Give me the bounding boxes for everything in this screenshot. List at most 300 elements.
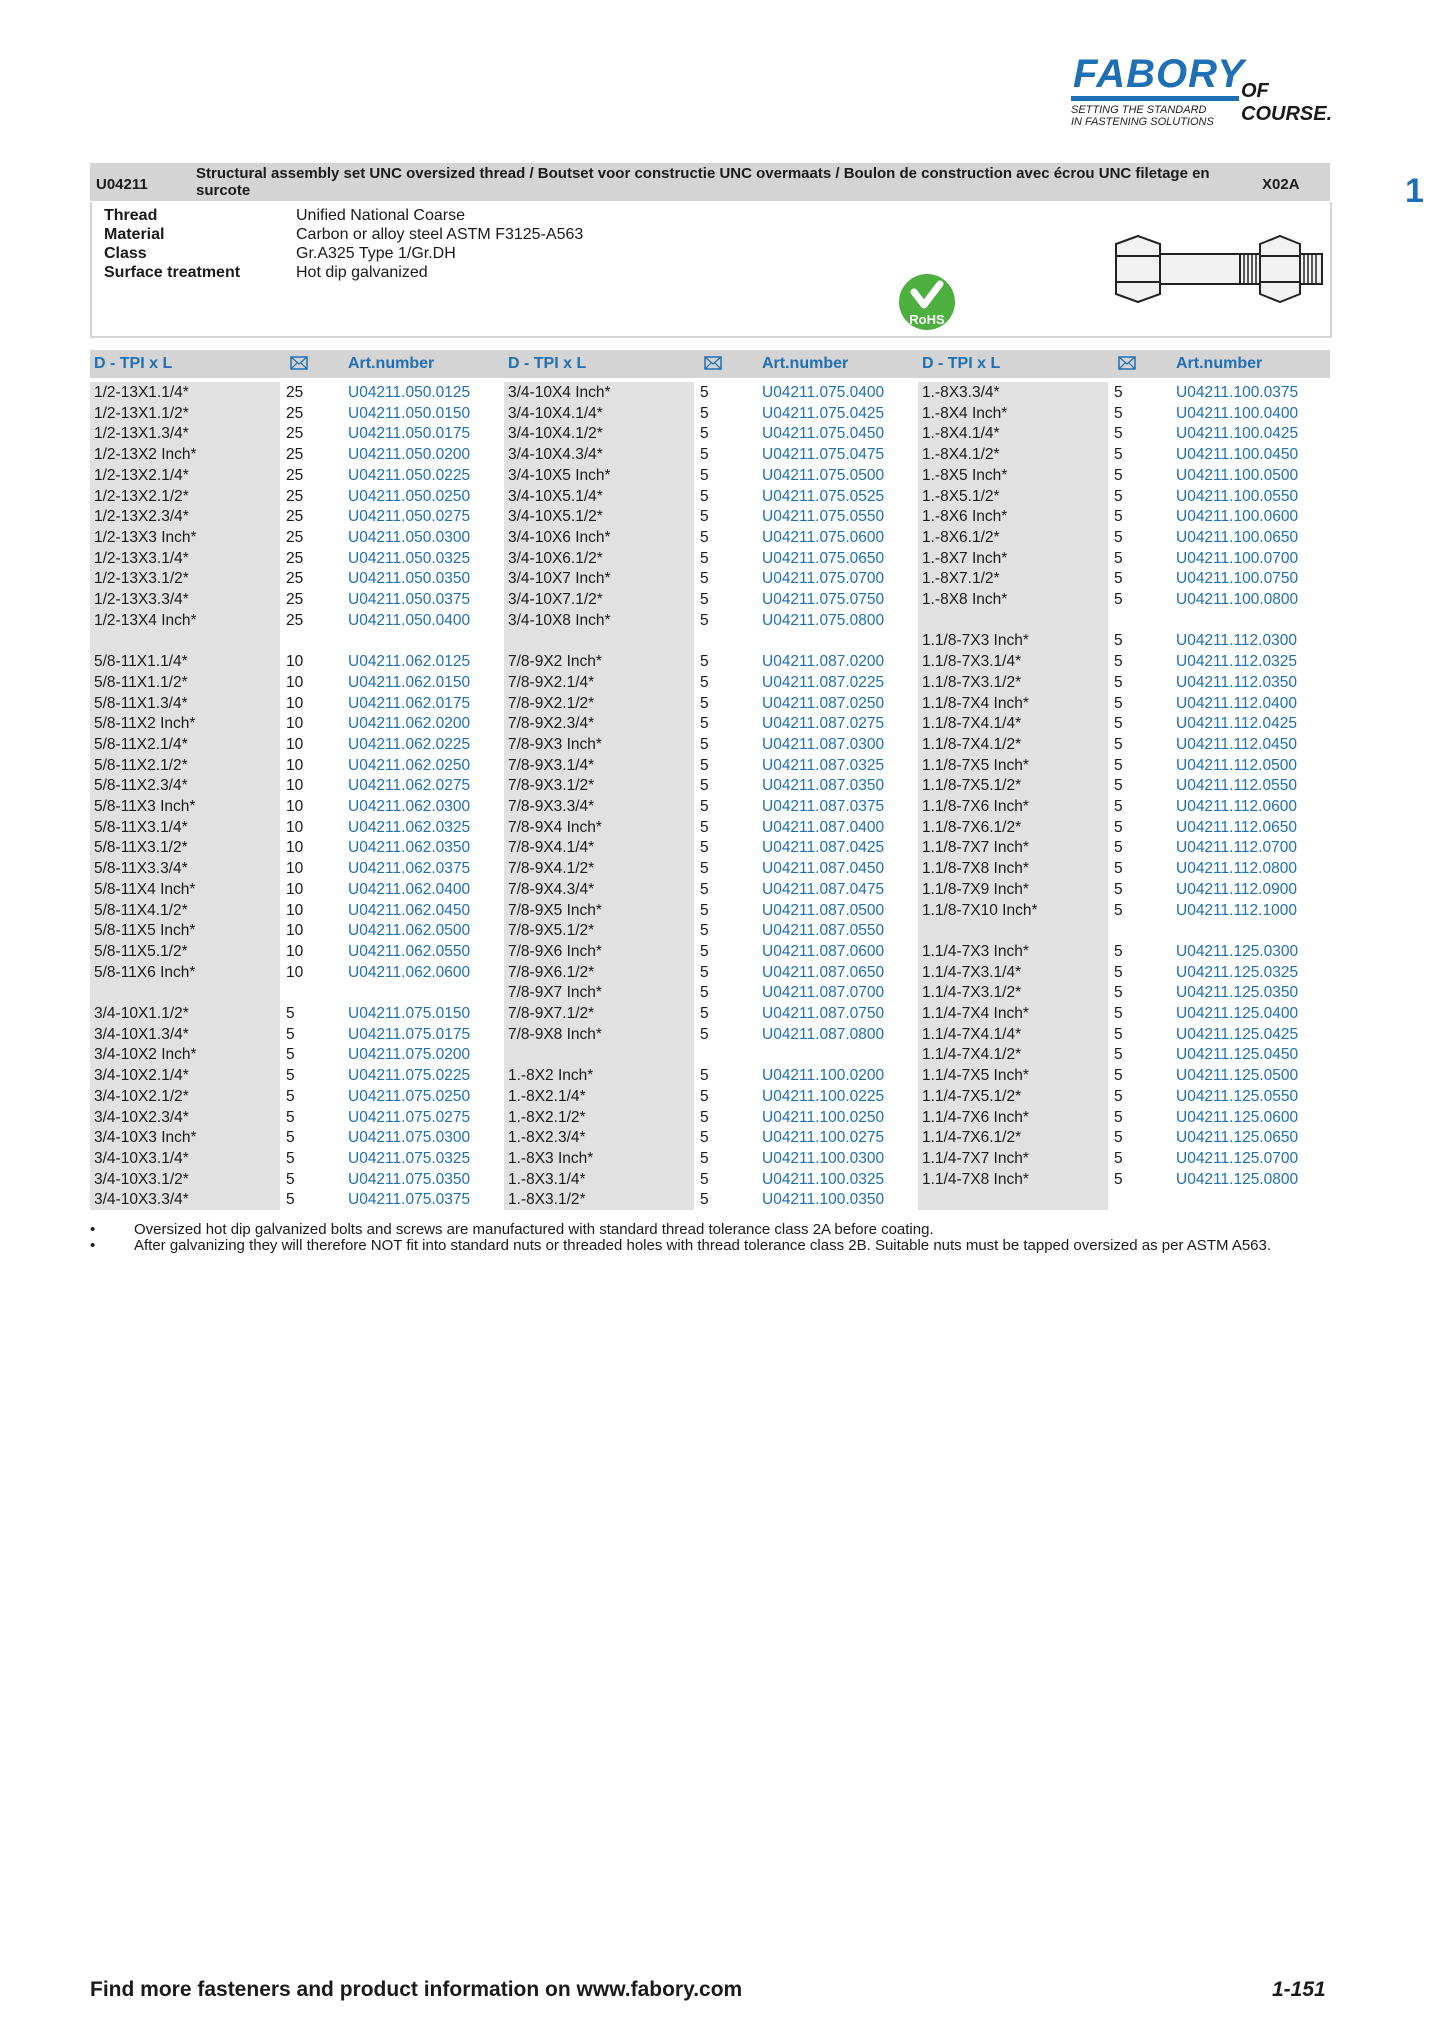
cell-pack: 5 xyxy=(700,963,709,981)
cell-pack: 5 xyxy=(700,1087,709,1105)
product-code: U04211 xyxy=(96,176,148,193)
product-ref: X02A xyxy=(1262,176,1300,193)
cell-size: 1.-8X4.1/2* xyxy=(922,446,1000,464)
cell-art-number[interactable]: U04211.125.0300 xyxy=(1176,942,1299,960)
cell-pack: 5 xyxy=(1114,384,1123,401)
cell-art-number[interactable]: U04211.062.0400 xyxy=(348,880,471,898)
cell-art-number[interactable]: U04211.125.0650 xyxy=(1176,1129,1299,1147)
cell-pack: 5 xyxy=(1114,735,1123,753)
cell-art-number[interactable]: U04211.100.0375 xyxy=(1176,384,1299,401)
product-title: Structural assembly set UNC oversized thread / Boutset voor constructie UNC overmaats / Boulon de construction avec écrou UNC filetage en surcote xyxy=(196,165,1210,199)
cell-pack: 10 xyxy=(286,963,304,981)
cell-art-number[interactable]: U04211.050.0375 xyxy=(348,591,471,608)
cell-size: 1.-8X2 Inch* xyxy=(508,1067,594,1085)
cell-size: 3/4-10X5.1/4* xyxy=(508,487,603,505)
cell-size: 3/4-10X5.1/2* xyxy=(508,508,603,526)
cell-art-number[interactable]: U04211.075.0800 xyxy=(762,611,885,629)
cell-size: 5/8-11X1.3/4* xyxy=(94,694,188,712)
cell-pack: 25 xyxy=(286,528,304,546)
cell-pack: 5 xyxy=(700,1191,709,1209)
cell-pack: 25 xyxy=(286,487,304,505)
cell-pack: 5 xyxy=(700,425,709,443)
cell-art-number[interactable]: U04211.125.0350 xyxy=(1176,984,1299,1002)
cell-size: 7/8-9X6 Inch* xyxy=(508,942,602,960)
cell-pack: 5 xyxy=(700,1005,709,1022)
cell-art-number[interactable]: U04211.062.0550 xyxy=(348,942,471,960)
cell-pack: 10 xyxy=(286,880,304,898)
cell-art-number[interactable]: U04211.100.0650 xyxy=(1176,528,1299,546)
cell-pack: 5 xyxy=(1114,1025,1123,1043)
cell-size: 1.1/8-7X10 Inch* xyxy=(922,901,1038,919)
cell-art-number[interactable]: U04211.100.0750 xyxy=(1176,570,1299,588)
cell-pack: 5 xyxy=(700,860,709,878)
notes xyxy=(90,1222,1330,1254)
cell-size: 7/8-9X7.1/2* xyxy=(508,1005,595,1022)
cell-art-number[interactable]: U04211.087.0650 xyxy=(762,963,885,981)
cell-art-number[interactable]: U04211.062.0375 xyxy=(348,860,471,878)
cell-art-number[interactable]: U04211.112.0800 xyxy=(1176,860,1297,878)
cell-pack: 5 xyxy=(700,508,709,526)
cell-pack: 5 xyxy=(700,528,709,546)
spec-value: Carbon or alloy steel ASTM F3125-A563 xyxy=(296,226,584,243)
cell-pack: 5 xyxy=(1114,653,1123,671)
cell-size: 3/4-10X3.1/2* xyxy=(94,1170,189,1188)
cell-size: 7/8-9X7 Inch* xyxy=(508,984,602,1002)
cell-art-number[interactable]: U04211.087.0550 xyxy=(762,922,885,940)
cell-size: 1.-8X5 Inch* xyxy=(922,466,1008,484)
cell-pack: 5 xyxy=(1114,1005,1123,1022)
cell-size: 1/2-13X2 Inch* xyxy=(94,446,197,464)
cell-size: 5/8-11X2.3/4* xyxy=(94,777,188,795)
cell-pack: 5 xyxy=(700,880,709,898)
brand-tagline-line2: IN FASTENING SOLUTIONS xyxy=(1071,116,1214,128)
cell-pack: 5 xyxy=(700,984,709,1002)
cell-art-number[interactable]: U04211.100.0700 xyxy=(1176,549,1299,567)
cell-size: 3/4-10X2.3/4* xyxy=(94,1108,189,1126)
cell-art-number[interactable]: U04211.075.0250 xyxy=(348,1087,471,1105)
cell-pack: 5 xyxy=(1114,880,1123,898)
cell-size: 1.-8X7.1/2* xyxy=(922,570,1000,588)
cell-size: 1.1/4-7X8 Inch* xyxy=(922,1170,1029,1188)
cell-size: 1/2-13X2.3/4* xyxy=(94,508,189,526)
cell-art-number[interactable]: U04211.125.0400 xyxy=(1176,1005,1299,1022)
cell-art-number[interactable]: U04211.050.0350 xyxy=(348,570,471,588)
cell-art-number[interactable]: U04211.075.0425 xyxy=(762,404,885,422)
spec-value: Hot dip galvanized xyxy=(296,264,428,281)
footer-text: Find more fasteners and product information on www.fabory.com xyxy=(90,1978,743,2001)
cell-size: 1/2-13X1.1/4* xyxy=(94,384,189,401)
cell-pack: 5 xyxy=(1114,528,1123,546)
cell-art-number[interactable]: U04211.050.0175 xyxy=(348,425,471,443)
cell-art-number[interactable]: U04211.075.0400 xyxy=(762,384,885,401)
cell-art-number[interactable]: U04211.112.0425 xyxy=(1176,715,1297,733)
spec-value: Gr.A325 Type 1/Gr.DH xyxy=(296,245,456,262)
cell-art-number[interactable]: U04211.075.0550 xyxy=(762,508,885,526)
cell-pack: 5 xyxy=(700,922,709,940)
cell-art-number[interactable]: U04211.075.0750 xyxy=(762,591,885,608)
cell-art-number[interactable]: U04211.087.0425 xyxy=(762,839,885,857)
column-header-art: Art.number xyxy=(1176,355,1263,372)
cell-size: 3/4-10X4.1/4* xyxy=(508,404,603,422)
cell-art-number[interactable]: U04211.075.0500 xyxy=(762,466,885,484)
cell-art-number[interactable]: U04211.125.0700 xyxy=(1176,1149,1299,1167)
cell-art-number[interactable]: U04211.075.0600 xyxy=(762,528,885,546)
cell-size: 7/8-9X5 Inch* xyxy=(508,901,602,919)
cell-pack: 5 xyxy=(1114,487,1123,505)
cell-size: 1/2-13X1.3/4* xyxy=(94,425,189,443)
cell-pack: 5 xyxy=(1114,466,1123,484)
cell-art-number[interactable]: U04211.112.0600 xyxy=(1176,798,1297,815)
cell-art-number[interactable]: U04211.112.0550 xyxy=(1176,777,1297,795)
cell-size: 7/8-9X5.1/2* xyxy=(508,922,595,940)
cell-art-number[interactable]: U04211.075.0175 xyxy=(348,1025,471,1043)
bullet-icon: • xyxy=(90,1237,96,1254)
cell-art-number[interactable]: U04211.112.0450 xyxy=(1176,735,1297,753)
cell-pack: 5 xyxy=(700,570,709,588)
cell-pack: 5 xyxy=(700,1129,709,1147)
cell-art-number[interactable]: U04211.087.0350 xyxy=(762,777,885,795)
cell-size: 1.-8X4.1/4* xyxy=(922,425,1000,443)
cell-size: 1.1/4-7X6 Inch* xyxy=(922,1108,1029,1126)
cell-size: 3/4-10X2 Inch* xyxy=(94,1046,197,1064)
cell-art-number[interactable]: U04211.087.0475 xyxy=(762,880,885,898)
cell-size: 7/8-9X3.1/4* xyxy=(508,756,595,774)
cell-size: 5/8-11X3 Inch* xyxy=(94,798,196,815)
cell-pack: 5 xyxy=(700,591,709,608)
cell-art-number[interactable]: U04211.125.0450 xyxy=(1176,1046,1299,1064)
cell-pack: 5 xyxy=(1114,1067,1123,1085)
cell-art-number[interactable]: U04211.087.0400 xyxy=(762,818,885,836)
cell-size: 3/4-10X3 Inch* xyxy=(94,1129,197,1147)
cell-art-number[interactable]: U04211.062.0250 xyxy=(348,756,471,774)
cell-art-number[interactable]: U04211.075.0325 xyxy=(348,1149,471,1167)
cell-art-number[interactable]: U04211.087.0300 xyxy=(762,735,885,753)
cell-size: 1.-8X5.1/2* xyxy=(922,487,1000,505)
cell-pack: 5 xyxy=(1114,839,1123,857)
cell-size: 7/8-9X2.3/4* xyxy=(508,715,595,733)
note-text: After galvanizing they will therefore NOT fit into standard nuts or threaded holes with thread tolerance class 2B. Suitable nuts must be tapped oversized as per ASTM A563. xyxy=(134,1237,1272,1254)
cell-pack: 5 xyxy=(1114,591,1123,608)
brand-name: FABORY xyxy=(1073,52,1245,96)
cell-pack: 25 xyxy=(286,549,304,567)
cell-art-number[interactable]: U04211.075.0300 xyxy=(348,1129,471,1147)
cell-size: 1.1/4-7X6.1/2* xyxy=(922,1129,1022,1147)
cell-size: 1.1/8-7X8 Inch* xyxy=(922,860,1029,878)
cell-art-number[interactable]: U04211.050.0150 xyxy=(348,404,471,422)
cell-art-number[interactable]: U04211.062.0350 xyxy=(348,839,471,857)
cell-size: 5/8-11X2 Inch* xyxy=(94,715,196,733)
cell-art-number[interactable]: U04211.100.0550 xyxy=(1176,487,1299,505)
cell-art-number[interactable]: U04211.125.0550 xyxy=(1176,1087,1299,1105)
cell-pack: 5 xyxy=(700,694,709,712)
cell-pack: 5 xyxy=(286,1170,295,1188)
cell-art-number[interactable]: U04211.100.0325 xyxy=(762,1170,885,1188)
cell-size: 3/4-10X4.3/4* xyxy=(508,446,603,464)
cell-art-number[interactable]: U04211.100.0250 xyxy=(762,1108,885,1126)
cell-art-number[interactable]: U04211.075.0200 xyxy=(348,1046,471,1064)
cell-pack: 10 xyxy=(286,839,304,857)
cell-pack: 5 xyxy=(1114,984,1123,1002)
cell-pack: 5 xyxy=(1114,756,1123,774)
cell-size: 1.1/8-7X4.1/4* xyxy=(922,715,1022,733)
cell-pack: 25 xyxy=(286,466,304,484)
cell-pack: 5 xyxy=(700,1108,709,1126)
cell-art-number[interactable]: U04211.112.0700 xyxy=(1176,839,1297,857)
cell-art-number[interactable]: U04211.100.0275 xyxy=(762,1129,885,1147)
cell-size: 7/8-9X4 Inch* xyxy=(508,818,602,836)
column-header-art: Art.number xyxy=(762,355,849,372)
cell-pack: 5 xyxy=(1114,963,1123,981)
cell-pack: 10 xyxy=(286,777,304,795)
cell-art-number[interactable]: U04211.087.0450 xyxy=(762,860,885,878)
cell-size: 1.1/8-7X5.1/2* xyxy=(922,777,1022,795)
cell-size: 1.1/8-7X3.1/2* xyxy=(922,673,1022,691)
cell-art-number[interactable]: U04211.075.0650 xyxy=(762,549,885,567)
cell-art-number[interactable]: U04211.062.0500 xyxy=(348,922,471,940)
cell-art-number[interactable]: U04211.087.0275 xyxy=(762,715,885,733)
cell-art-number[interactable]: U04211.087.0325 xyxy=(762,756,885,774)
cell-art-number[interactable]: U04211.075.0475 xyxy=(762,446,885,464)
cell-art-number[interactable]: U04211.087.0700 xyxy=(762,984,885,1002)
cell-pack: 25 xyxy=(286,404,304,422)
cell-size: 5/8-11X2.1/2* xyxy=(94,756,188,774)
note-item xyxy=(90,1222,1330,1238)
cell-art-number[interactable]: U04211.062.0300 xyxy=(348,798,471,815)
bullet-icon: • xyxy=(90,1221,96,1238)
cell-art-number[interactable]: U04211.112.1000 xyxy=(1176,901,1297,919)
cell-pack: 5 xyxy=(1114,1170,1123,1188)
cell-art-number[interactable]: U04211.100.0450 xyxy=(1176,446,1299,464)
cell-art-number[interactable]: U04211.112.0325 xyxy=(1176,653,1297,671)
cell-size: 1.-8X8 Inch* xyxy=(922,591,1008,608)
cell-size: 7/8-9X3.3/4* xyxy=(508,798,595,815)
cell-size: 3/4-10X3.3/4* xyxy=(94,1191,189,1209)
cell-art-number[interactable]: U04211.062.0325 xyxy=(348,818,471,836)
cell-size: 1.1/8-7X9 Inch* xyxy=(922,880,1029,898)
cell-pack: 5 xyxy=(1114,1149,1123,1167)
cell-size: 7/8-9X4.3/4* xyxy=(508,880,595,898)
cell-art-number[interactable]: U04211.125.0425 xyxy=(1176,1025,1299,1043)
cell-art-number[interactable]: U04211.050.0275 xyxy=(348,508,471,526)
cell-pack: 5 xyxy=(1114,446,1123,464)
rohs-label: RoHS xyxy=(909,312,945,327)
cell-size: 1.1/4-7X3.1/4* xyxy=(922,963,1022,981)
cell-pack: 10 xyxy=(286,818,304,836)
cell-pack: 5 xyxy=(1114,1046,1123,1064)
cell-art-number[interactable]: U04211.062.0200 xyxy=(348,715,471,733)
cell-size: 1.-8X6.1/2* xyxy=(922,528,1000,546)
cell-art-number[interactable]: U04211.125.0500 xyxy=(1176,1067,1299,1085)
cell-art-number[interactable]: U04211.050.0325 xyxy=(348,549,471,567)
cell-pack: 25 xyxy=(286,425,304,443)
cell-art-number[interactable]: U04211.100.0225 xyxy=(762,1087,885,1105)
cell-art-number[interactable]: U04211.062.0150 xyxy=(348,673,471,691)
envelope-icon xyxy=(290,356,308,370)
note-text: Oversized hot dip galvanized bolts and screws are manufactured with standard thread tolerance class 2A before coating. xyxy=(134,1221,934,1238)
cell-pack: 5 xyxy=(286,1087,295,1105)
cell-size: 5/8-11X5 Inch* xyxy=(94,922,196,940)
cell-pack: 5 xyxy=(700,611,709,629)
cell-size: 7/8-9X4.1/4* xyxy=(508,839,595,857)
brand-tagline-line1: SETTING THE STANDARD xyxy=(1071,104,1207,116)
cell-art-number[interactable]: U04211.050.0125 xyxy=(348,384,471,401)
cell-art-number[interactable]: U04211.075.0225 xyxy=(348,1067,471,1085)
cell-pack: 5 xyxy=(1114,1087,1123,1105)
cell-pack: 25 xyxy=(286,508,304,526)
cell-size: 1.1/4-7X3 Inch* xyxy=(922,942,1029,960)
cell-pack: 5 xyxy=(700,404,709,422)
cell-size: 1.1/4-7X3.1/2* xyxy=(922,984,1022,1002)
cell-size: 1.1/8-7X3.1/4* xyxy=(922,653,1022,671)
spec-label: Class xyxy=(104,245,147,262)
cell-size: 5/8-11X4.1/2* xyxy=(94,901,188,919)
note-item xyxy=(90,1238,1330,1254)
cell-pack: 5 xyxy=(286,1129,295,1147)
cell-pack: 5 xyxy=(700,818,709,836)
cell-size: 3/4-10X2.1/2* xyxy=(94,1087,189,1105)
cell-size: 1/2-13X2.1/2* xyxy=(94,487,189,505)
cell-size: 5/8-11X3.3/4* xyxy=(94,860,188,878)
cell-size: 1.1/8-7X7 Inch* xyxy=(922,839,1029,857)
cell-pack: 5 xyxy=(700,715,709,733)
cell-pack: 5 xyxy=(1114,673,1123,691)
cell-pack: 5 xyxy=(700,487,709,505)
cell-pack: 5 xyxy=(1114,860,1123,878)
cell-art-number[interactable]: U04211.050.0200 xyxy=(348,446,471,464)
cell-pack: 10 xyxy=(286,756,304,774)
cell-size: 5/8-11X4 Inch* xyxy=(94,880,196,898)
cell-size: 1.1/4-7X4.1/2* xyxy=(922,1046,1022,1064)
cell-size: 1.1/8-7X6 Inch* xyxy=(922,798,1029,815)
cell-art-number[interactable]: U04211.112.0350 xyxy=(1176,673,1297,691)
cell-art-number[interactable]: U04211.062.0175 xyxy=(348,694,471,712)
cell-size: 7/8-9X6.1/2* xyxy=(508,963,595,981)
cell-pack: 5 xyxy=(1114,570,1123,588)
cell-art-number[interactable]: U04211.075.0275 xyxy=(348,1108,471,1126)
cell-pack: 5 xyxy=(700,446,709,464)
cell-art-number[interactable]: U04211.100.0800 xyxy=(1176,591,1299,608)
cell-art-number[interactable]: U04211.087.0225 xyxy=(762,673,885,691)
cell-art-number[interactable]: U04211.087.0600 xyxy=(762,942,885,960)
cell-pack: 5 xyxy=(1114,818,1123,836)
cell-art-number[interactable]: U04211.087.0375 xyxy=(762,798,885,815)
cell-size: 1.-8X3.1/2* xyxy=(508,1191,586,1209)
cell-size: 3/4-10X6.1/2* xyxy=(508,549,603,567)
cell-art-number[interactable]: U04211.112.0300 xyxy=(1176,632,1297,650)
cell-art-number[interactable]: U04211.100.0400 xyxy=(1176,404,1299,422)
cell-size: 7/8-9X4.1/2* xyxy=(508,860,595,878)
cell-art-number[interactable]: U04211.062.0225 xyxy=(348,735,471,753)
cell-size: 5/8-11X5.1/2* xyxy=(94,942,188,960)
cell-art-number[interactable]: U04211.100.0500 xyxy=(1176,466,1299,484)
cell-art-number[interactable]: U04211.050.0300 xyxy=(348,528,471,546)
cell-art-number[interactable]: U04211.100.0300 xyxy=(762,1149,885,1167)
cell-art-number[interactable]: U04211.087.0250 xyxy=(762,694,885,712)
cell-art-number[interactable]: U04211.062.0275 xyxy=(348,777,471,795)
cell-pack: 5 xyxy=(700,798,709,815)
cell-art-number[interactable]: U04211.062.0450 xyxy=(348,901,471,919)
column-header-art: Art.number xyxy=(348,355,435,372)
cell-pack: 5 xyxy=(700,1170,709,1188)
cell-art-number[interactable]: U04211.100.0425 xyxy=(1176,425,1299,443)
cell-pack: 10 xyxy=(286,694,304,712)
cell-size: 1.1/8-7X4.1/2* xyxy=(922,735,1022,753)
cell-art-number[interactable]: U04211.075.0350 xyxy=(348,1170,471,1188)
cell-size: 1.-8X3.3/4* xyxy=(922,384,1000,401)
cell-pack: 5 xyxy=(1114,404,1123,422)
cell-size: 5/8-11X3.1/2* xyxy=(94,839,188,857)
spec-label: Surface treatment xyxy=(104,264,241,281)
cell-art-number[interactable]: U04211.075.0375 xyxy=(348,1191,471,1209)
cell-art-number[interactable]: U04211.112.0400 xyxy=(1176,694,1297,712)
spec-label: Material xyxy=(104,226,165,243)
cell-pack: 5 xyxy=(1114,1129,1123,1147)
cell-pack: 10 xyxy=(286,653,304,671)
cell-art-number[interactable]: U04211.125.0800 xyxy=(1176,1170,1299,1188)
cell-art-number[interactable]: U04211.087.0200 xyxy=(762,653,885,671)
cell-size: 3/4-10X8 Inch* xyxy=(508,611,611,629)
cell-pack: 5 xyxy=(286,1046,295,1064)
cell-art-number[interactable]: U04211.075.0450 xyxy=(762,425,885,443)
cell-art-number[interactable]: U04211.087.0500 xyxy=(762,901,885,919)
cell-art-number[interactable]: U04211.075.0700 xyxy=(762,570,885,588)
cell-pack: 5 xyxy=(1114,777,1123,795)
cell-art-number[interactable]: U04211.112.0500 xyxy=(1176,756,1297,774)
cell-art-number[interactable]: U04211.100.0200 xyxy=(762,1067,885,1085)
envelope-icon xyxy=(1118,356,1136,370)
cell-pack: 5 xyxy=(700,653,709,671)
cell-pack: 5 xyxy=(1114,715,1123,733)
cell-size: 3/4-10X1.1/2* xyxy=(94,1005,189,1022)
cell-art-number[interactable]: U04211.050.0225 xyxy=(348,466,471,484)
cell-pack: 5 xyxy=(1114,901,1123,919)
cell-pack: 5 xyxy=(700,1067,709,1085)
cell-pack: 5 xyxy=(700,466,709,484)
cell-pack: 25 xyxy=(286,384,304,401)
cell-size: 3/4-10X1.3/4* xyxy=(94,1025,189,1043)
cell-art-number[interactable]: U04211.062.0600 xyxy=(348,963,471,981)
cell-pack: 5 xyxy=(700,901,709,919)
spec-label: Thread xyxy=(104,207,158,224)
cell-pack: 10 xyxy=(286,735,304,753)
cell-size: 1/2-13X3.3/4* xyxy=(94,591,189,608)
cell-art-number[interactable]: U04211.087.0800 xyxy=(762,1025,885,1043)
cell-size: 1.-8X3.1/4* xyxy=(508,1170,586,1188)
cell-art-number[interactable]: U04211.125.0325 xyxy=(1176,963,1299,981)
cell-size: 7/8-9X3 Inch* xyxy=(508,735,602,753)
cell-art-number[interactable]: U04211.112.0650 xyxy=(1176,818,1297,836)
cell-size: 1.1/4-7X4.1/4* xyxy=(922,1025,1022,1043)
envelope-icon xyxy=(704,356,722,370)
cell-art-number[interactable]: U04211.087.0750 xyxy=(762,1005,885,1022)
cell-art-number[interactable]: U04211.062.0125 xyxy=(348,653,471,671)
cell-pack: 5 xyxy=(286,1191,295,1209)
cell-art-number[interactable]: U04211.050.0250 xyxy=(348,487,471,505)
cell-art-number[interactable]: U04211.100.0600 xyxy=(1176,508,1299,526)
cell-art-number[interactable]: U04211.050.0400 xyxy=(348,611,471,629)
cell-art-number[interactable]: U04211.075.0525 xyxy=(762,487,885,505)
cell-art-number[interactable]: U04211.075.0150 xyxy=(348,1005,471,1022)
cell-size: 3/4-10X2.1/4* xyxy=(94,1067,189,1085)
cell-art-number[interactable]: U04211.125.0600 xyxy=(1176,1108,1299,1126)
cell-size: 3/4-10X4 Inch* xyxy=(508,384,611,401)
bolt-with-nut-icon xyxy=(1108,230,1328,310)
cell-art-number[interactable]: U04211.100.0350 xyxy=(762,1191,885,1209)
cell-art-number[interactable]: U04211.112.0900 xyxy=(1176,880,1297,898)
cell-pack: 5 xyxy=(700,756,709,774)
cell-pack: 5 xyxy=(286,1067,295,1085)
cell-pack: 5 xyxy=(1114,1108,1123,1126)
